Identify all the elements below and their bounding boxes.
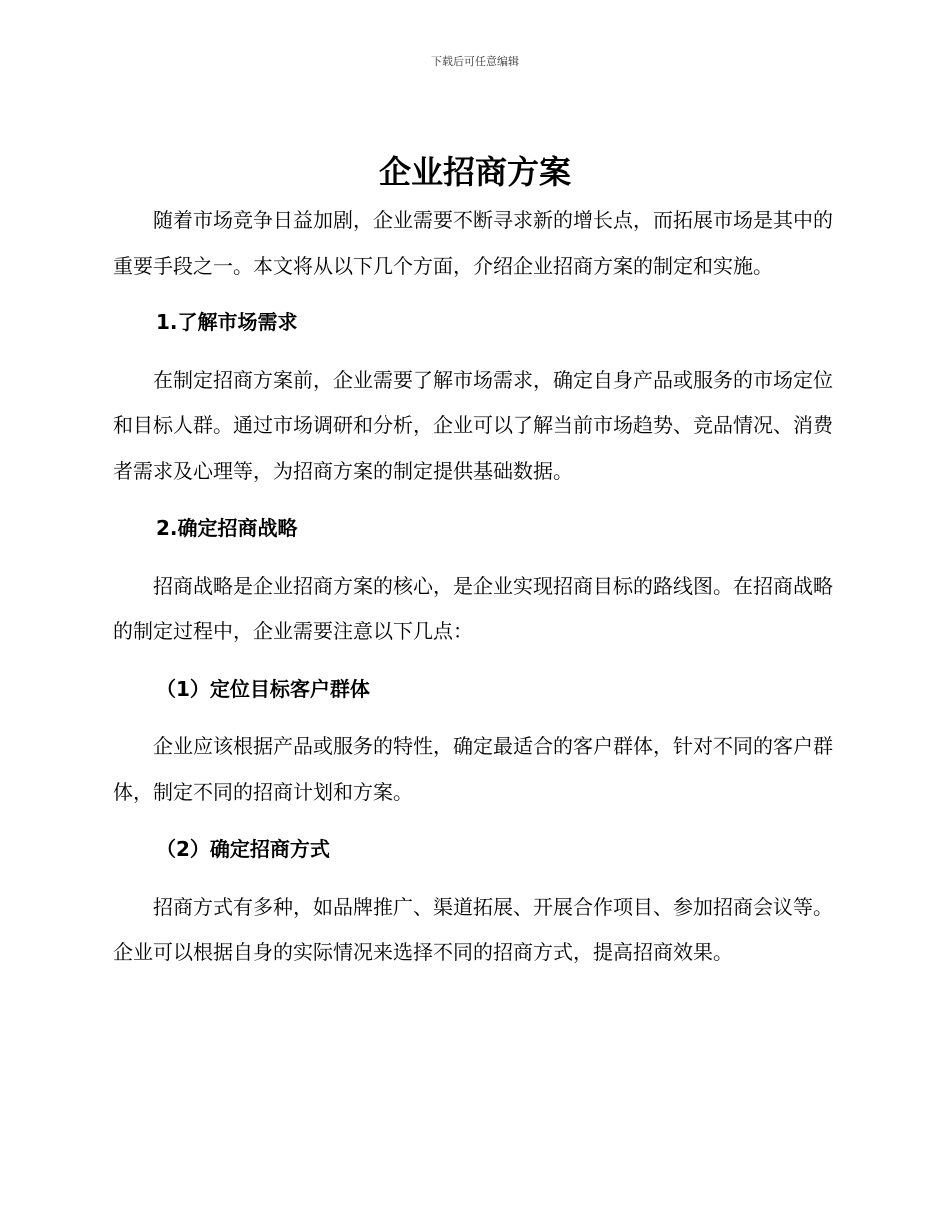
subsection-1-paragraph: 企业应该根据产品或服务的特性，确定最适合的客户群体，针对不同的客户群体，制定不同的招商计划和方案。 — [113, 734, 833, 804]
subsection-1-heading: （1）定位目标客户群体 — [156, 676, 370, 701]
subsection-2-heading: （2）确定招商方式 — [156, 837, 330, 861]
document-title: 企业招商方案 — [378, 153, 571, 191]
section-1-paragraph: 在制定招商方案前，企业需要了解市场需求，确定自身产品或服务的市场定位和目标人群。通过市场调研和分析，企业可以了解当前市场趋势、竞品情况、消费者需求及心理等，为招商方案的制定提供基础数据。 — [113, 367, 833, 483]
document-body — [113, 198, 837, 976]
subsection-2-paragraph: 招商方式有多种，如品牌推广、渠道拓展、开展合作项目、参加招商会议等。企业可以根据自身的实际情况来选择不同的招商方式，提高招商效果。 — [113, 894, 833, 964]
section-2-heading: 2.确定招商战略 — [156, 516, 298, 540]
section-2-paragraph: 招商战略是企业招商方案的核心，是企业实现招商目标的路线图。在招商战略的制定过程中，企业需要注意以下几点： — [113, 573, 833, 643]
header-note: 下载后可任意编辑 — [431, 55, 519, 68]
intro-paragraph: 随着市场竞争日益加剧，企业需要不断寻求新的增长点，而拓展市场是其中的重要手段之一。本文将从以下几个方面，介绍企业招商方案的制定和实施。 — [113, 208, 833, 278]
section-1-heading: 1.了解市场需求 — [156, 310, 298, 334]
